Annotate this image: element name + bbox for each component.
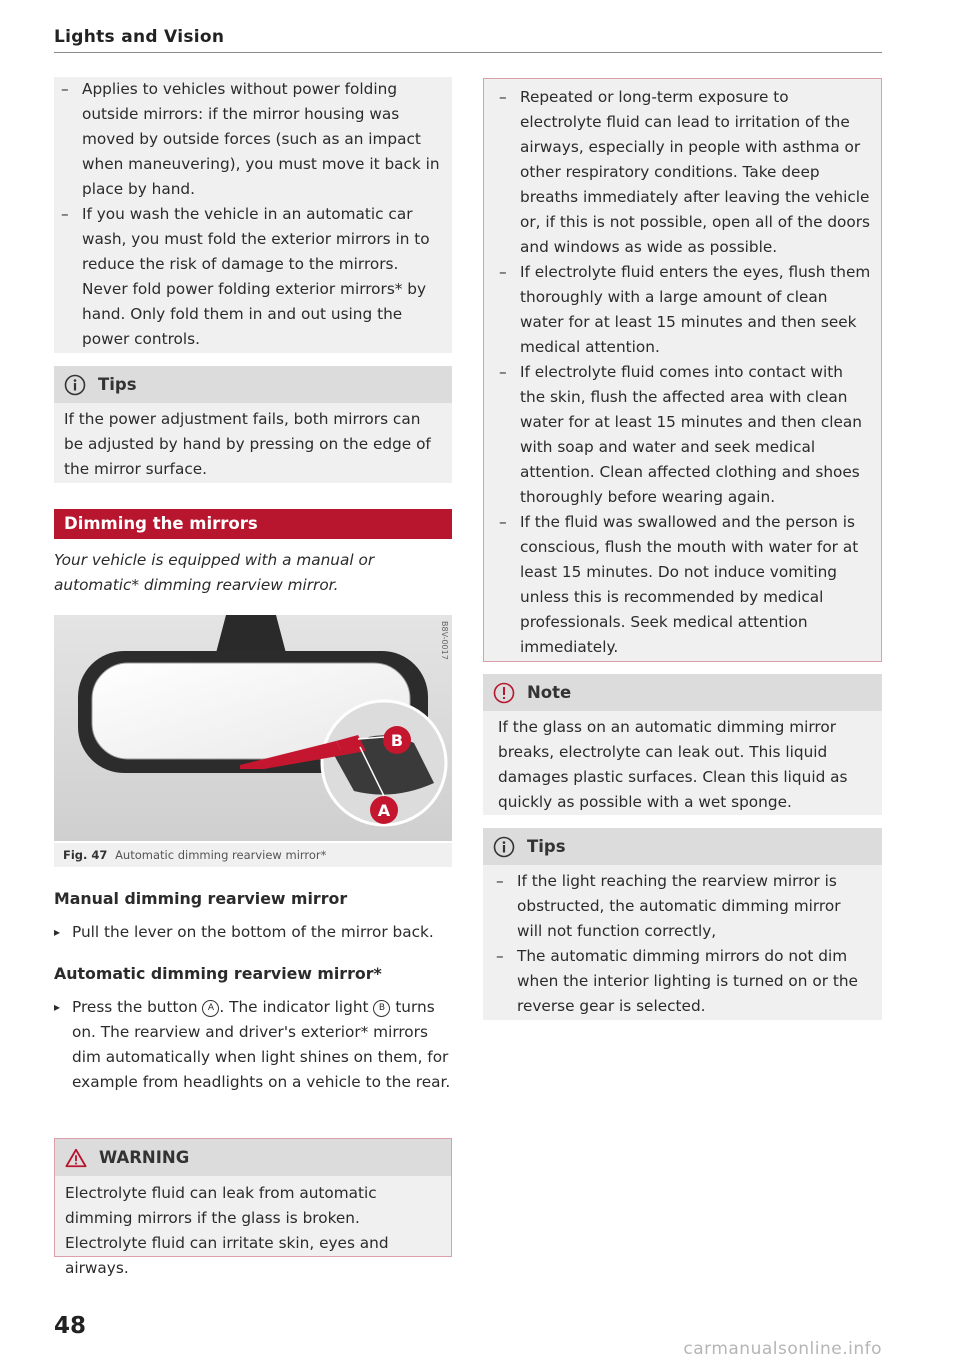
folding-mirror-notes-box bbox=[54, 77, 452, 353]
page-header-title: Lights and Vision bbox=[54, 27, 225, 47]
warning-title: WARNING bbox=[99, 1148, 190, 1167]
tips-bar bbox=[483, 828, 882, 865]
list-item: – If the light reaching the rearview mirror is obstructed, the automatic dimming mirror will not function correctly, bbox=[489, 869, 870, 944]
tips-title: Tips bbox=[527, 837, 566, 856]
exclamation-circle-icon bbox=[493, 682, 515, 704]
warning-triangle-icon bbox=[65, 1147, 87, 1169]
note-title: Note bbox=[527, 683, 572, 702]
light-b-ref: B bbox=[373, 1000, 390, 1017]
manual-step: ▸ Pull the lever on the bottom of the mirror back. bbox=[54, 920, 452, 945]
automatic-heading: Automatic dimming rearview mirror* bbox=[54, 964, 382, 983]
header-rule bbox=[54, 52, 882, 53]
warning-bar bbox=[55, 1139, 451, 1176]
figure-caption bbox=[54, 843, 452, 867]
automatic-step-part2: . The indicator light bbox=[219, 998, 369, 1016]
tips-title: Tips bbox=[98, 375, 137, 394]
figure-code: B8V-0017 bbox=[440, 621, 449, 660]
warning-continued-box bbox=[483, 78, 882, 662]
note-box bbox=[483, 674, 882, 815]
section-intro: Your vehicle is equipped with a manual or automatic* dimming rearview mirror. bbox=[54, 551, 375, 594]
tips-box bbox=[483, 828, 882, 1020]
list-item: – If electrolyte fluid enters the eyes, flush them thoroughly with a large amount of clean water for at least 15 minutes and then seek medical attention. bbox=[492, 260, 871, 360]
callout-a: A bbox=[377, 801, 391, 820]
tips-text: If the power adjustment fails, both mirrors can be adjusted by hand by pressing on the edge of the mirror surface. bbox=[64, 410, 431, 478]
list-item: – If you wash the vehicle in an automatic car wash, you must fold the exterior mirrors in to reduce the risk of damage to the mirrors. Never fold power folding exterior mirrors* by hand. Only fold them in and out using the power controls. bbox=[54, 202, 442, 352]
list-item: – Repeated or long-term exposure to electrolyte fluid can lead to irritation of the airways, especially in people with asthma or other respiratory conditions. Take deep breaths immediately after leaving the vehicle or, if this is not possible, open all of the doors and windows as wide as possible. bbox=[492, 85, 871, 260]
figure-label: Fig. 47 bbox=[63, 848, 108, 862]
section-heading: Dimming the mirrors bbox=[54, 509, 452, 539]
note-bar bbox=[483, 674, 882, 711]
button-a-ref: A bbox=[202, 1000, 219, 1017]
list-item: – If electrolyte fluid comes into contact with the skin, flush the affected area with clean water for at least 15 minutes and then clean with soap and water and seek medical attention. Clean affected clothing and shoes thoroughly before wearing again. bbox=[492, 360, 871, 510]
automatic-dimming-section bbox=[54, 961, 452, 1095]
tips-bar bbox=[54, 366, 452, 403]
warning-text: Electrolyte fluid can leak from automatic dimming mirrors if the glass is broken. Electrolyte fluid can irritate skin, eyes and airways. bbox=[65, 1184, 389, 1277]
figure-rearview-mirror bbox=[54, 615, 452, 841]
warning-box bbox=[54, 1138, 452, 1277]
automatic-step-part1: Press the button bbox=[72, 998, 198, 1016]
manual-heading: Manual dimming rearview mirror bbox=[54, 889, 348, 908]
manual-dimming-section bbox=[54, 886, 452, 945]
callout-b: B bbox=[390, 731, 404, 750]
automatic-step bbox=[54, 995, 452, 1095]
page-number: 48 bbox=[54, 1313, 87, 1339]
list-item: – The automatic dimming mirrors do not dim when the interior lighting is turned on or the reverse gear is selected. bbox=[489, 944, 870, 1019]
automatic-step-part3: turns on. The rearview and driver's exterior* mirrors dim automatically when light shines on them, for example from headlights on a vehicle to the rear. bbox=[72, 998, 451, 1091]
figure-caption-text: Automatic dimming rearview mirror* bbox=[115, 848, 327, 862]
list-item: – If the fluid was swallowed and the person is conscious, flush the mouth with water for at least 15 minutes. Do not induce vomiting unless this is recommended by medical professionals. Seek medical attention immediately. bbox=[492, 510, 871, 660]
tips-box bbox=[54, 366, 452, 483]
info-icon bbox=[493, 836, 515, 858]
note-text: If the glass on an automatic dimming mirror breaks, electrolyte can leak out. This liquid damages plastic surfaces. Clean this liquid as quickly as possible with a wet sponge. bbox=[498, 718, 848, 811]
info-icon bbox=[64, 374, 86, 396]
watermark: carmanualsonline.info bbox=[683, 1339, 882, 1359]
list-item: – Applies to vehicles without power folding outside mirrors: if the mirror housing was moved by outside forces (such as an impact when maneuvering), you must move it back in place by hand. bbox=[54, 77, 442, 202]
